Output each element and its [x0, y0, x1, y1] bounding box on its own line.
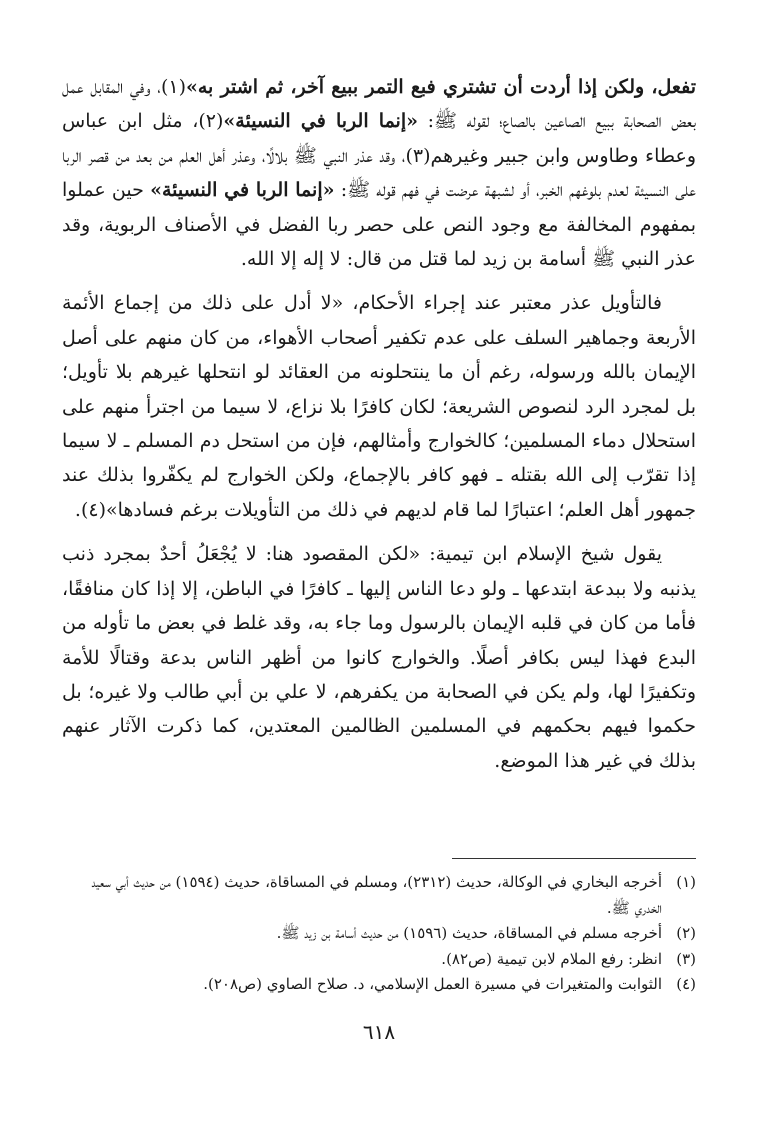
text-segment: حين عملوا بمفهوم المخالفة مع وجود النص على حصر ربا الفضل في الأصناف الربوية، وقد عذر النبي ﷺ أسامة بن زيد لما قتل من قال: لا إله إلا الله.: [62, 179, 696, 271]
footnote-ref: (٤): [80, 498, 106, 521]
footnote: [62, 921, 696, 947]
footnote: [62, 870, 696, 921]
footnotes: [62, 870, 696, 998]
footnote-ref: (١): [160, 76, 186, 98]
text-segment: فالتأويل عذر معتبر عند إجراء الأحكام، «لا أدل على ذلك من إجماع الأئمة الأربعة وجماهير السلف على عدم تكفير أصحاب الأهواء، من كان منهم على أصل الإيمان بالله ورسوله، رغم أن ما ينتحلونه من العقائد لو انتحلها غيرهم بلا تأويل؛ بل لمجرد الرد لنصوص الشريعة؛ لكان كافرًا بلا نزاع، لا سيما من اجترأ منهم على استحلال دماء المسلمين؛ كالخوارج وأمثالهم، فإن من استحل دم المسلم ـ لا سيما إذا تقرّب إلى الله بقتله ـ فهو كافر بالإجماع، ولكن الخوارج لم يكفّروا بذلك عند جمهور أهل العلم؛ اعتبارًا لما قام لديهم في ذلك من التأويلات برغم فسادها»: [62, 292, 696, 521]
paragraph: [62, 70, 696, 276]
footnote-number: (١): [676, 873, 696, 891]
text-segment: «إنما الربا في النسيئة»: [150, 179, 335, 202]
footnote: [62, 947, 696, 973]
paragraph: [62, 286, 696, 527]
main-text: [62, 70, 696, 788]
footnote-text: الثوابت والمتغيرات في مسيرة العمل الإسلامي، د. صلاح الصاوي (ص٢٠٨).: [203, 975, 662, 993]
text-segment: تفعل، ولكن إذا أردت أن تشتري فبع التمر ببيع آخر، ثم اشتر به»: [186, 76, 696, 98]
footnote-text: أخرجه مسلم في المساقاة، حديث (١٥٩٦) من حديث أسامة بن زيد ﷺ.: [276, 924, 662, 942]
footnote-text: انظر: رفع الملام لابن تيمية (ص٨٢).: [441, 949, 662, 968]
text-segment: ، وفي المقابل عمل بعض الصحابة ببيع الصاعين بالصاع؛ لقوله ﷺ:: [62, 76, 696, 133]
footnote-number: (٢): [676, 924, 696, 942]
text-segment: .: [74, 498, 81, 521]
footnote-text: أخرجه البخاري في الوكالة، حديث (٢٣١٢)، ومسلم في المساقاة، حديث (١٥٩٤) من حديث أبي سعيد الخدري ﷺ.: [91, 873, 662, 917]
footnote: [62, 972, 696, 998]
footnote-number: (٤): [676, 975, 696, 993]
text-segment: يقول شيخ الإسلام ابن تيمية: «لكن المقصود هنا: لا يُجْعَلُ أحدٌ بمجرد ذنب يذنبه ولا ببدعة ابتدعها ـ ولو دعا الناس إليها ـ كافرًا في الباطن، إلا إذا كان منافقًا، فأما من كان في قلبه الإيمان بالرسول وما جاء به، وقد غلط في بعض ما تأوله من البدع فهذا ليس بكافر أصلًا. والخوارج كانوا من أظهر الناس بدعة وقتالًا للأمة وتكفيرًا لها، ولم يكن في الصحابة من يكفرهم، لا علي بن أبي طالب ولا غيره؛ بل حكموا فيهم بحكمهم في المسلمين الظالمين المعتدين، كما ذكرت الآثار عنهم بذلك في غير هذا الموضع.: [62, 543, 696, 772]
footnote-number: (٣): [676, 949, 696, 968]
footnote-ref: (٣): [405, 144, 431, 167]
text-segment: ، مثل ابن عباس وعطاء وطاوس وابن جبير وغيرهم: [62, 110, 696, 167]
footnote-divider: [452, 858, 696, 859]
text-segment: ، وقد عذر النبي ﷺ بلالًا، وعذر أهل العلم من بعد من قصر الربا على النسيئة لعدم بلوغهم الخبر، أو لشبهة عرضت في فهم قوله ﷺ:: [62, 144, 696, 202]
paragraph: [62, 537, 696, 778]
text-segment: «إنما الربا في النسيئة»: [223, 110, 418, 133]
page-number: ٦١٨: [362, 1020, 396, 1044]
footnote-ref: (٢): [198, 110, 224, 133]
